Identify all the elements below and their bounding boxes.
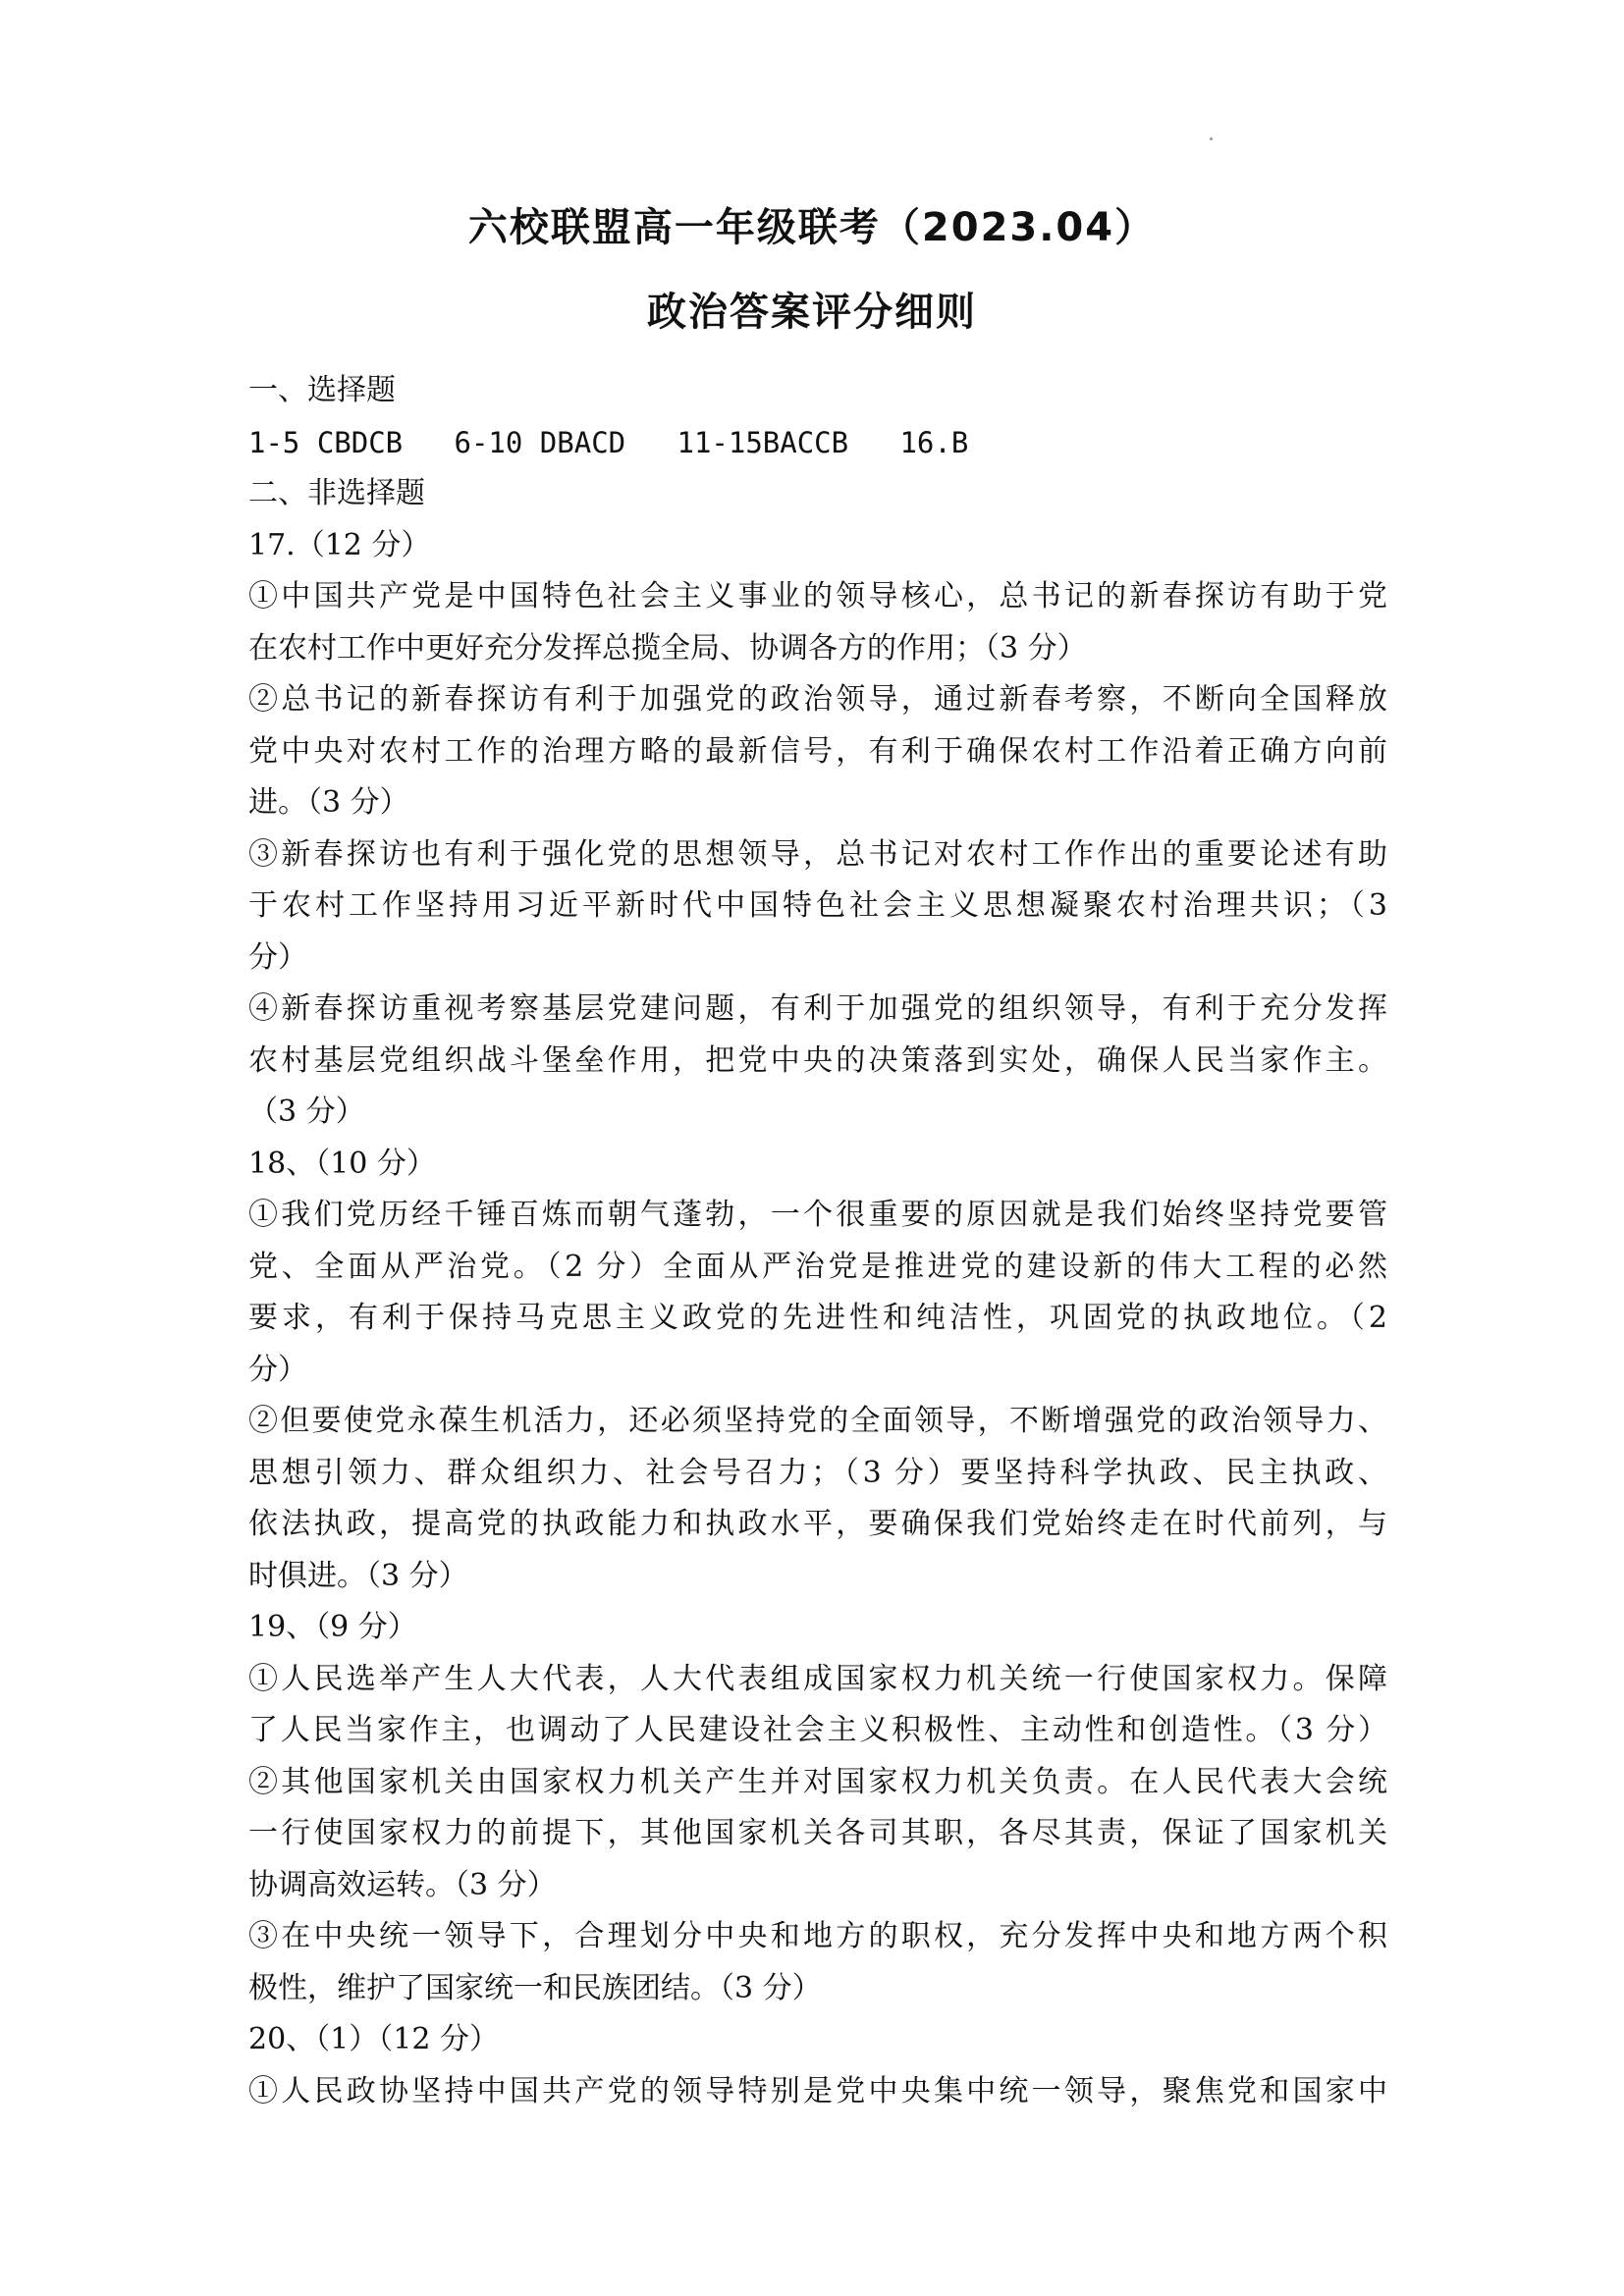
- answer-line: 协调高效运转。（3 分）: [248, 1867, 557, 1902]
- answer-line: ②其他国家机关由国家权力机关产生并对国家权力机关负责。在人民代表大会统: [248, 1764, 1387, 1799]
- question-18-heading: 18、（10 分）: [248, 1146, 436, 1181]
- answer-line: 于农村工作坚持用习近平新时代中国特色社会主义思想凝聚农村治理共识；（3: [248, 888, 1387, 923]
- answer-line: 党、全面从严治党。（2 分）全面从严治党是推进党的建设新的伟大工程的必然: [248, 1249, 1387, 1284]
- answer-line: 依法执政，提高党的执政能力和执政水平，要确保我们党始终走在时代前列，与: [248, 1507, 1387, 1541]
- answer-line: 进。（3 分）: [248, 785, 409, 820]
- answer-line: 党中央对农村工作的治理方略的最新信号，有利于确保农村工作沿着正确方向前: [248, 733, 1387, 769]
- section-heading-choice: 一、选择题: [248, 373, 396, 407]
- answer-line: 农村基层党组织战斗堡垒作用，把党中央的决策落到实处，确保人民当家作主。: [248, 1042, 1387, 1078]
- scan-speck: [1210, 137, 1213, 140]
- answer-line: 了人民当家作主，也调动了人民建设社会主义积极性、主动性和创造性。（3 分）: [248, 1713, 1387, 1747]
- answer-line: ③在中央统一领导下，合理划分中央和地方的职权，充分发挥中央和地方两个积: [248, 1919, 1387, 1953]
- answer-line: ③新春探访也有利于强化党的思想领导，总书记对农村工作作出的重要论述有助: [248, 836, 1387, 872]
- document-title: 六校联盟高一年级联考（2023.04）: [467, 205, 1157, 250]
- answer-line: 分）: [248, 1352, 307, 1387]
- answer-line: 思想引领力、群众组织力、社会号召力；（3 分）要坚持科学执政、民主执政、: [248, 1455, 1387, 1490]
- answer-line: ①我们党历经千锤百炼而朝气蓬勃，一个很重要的原因就是我们始终坚持党要管: [248, 1198, 1387, 1232]
- answer-line: ④新春探访重视考察基层党建问题，有利于加强党的组织领导，有利于充分发挥: [248, 991, 1387, 1026]
- answer-line: ①人民政协坚持中国共产党的领导特别是党中央集中统一领导，聚焦党和国家中: [248, 2073, 1387, 2109]
- answer-body: [248, 365, 1387, 2117]
- answer-line: 在农村工作中更好充分发挥总揽全局、协调各方的作用；（3 分）: [248, 630, 1087, 666]
- question-17-heading: 17.（12 分）: [248, 527, 431, 562]
- answer-line: 一行使国家权力的前提下，其他国家机关各司其职，各尽其责，保证了国家机关: [248, 1816, 1387, 1850]
- answer-line: （3 分）: [248, 1095, 365, 1129]
- answer-line: ②总书记的新春探访有利于加强党的政治领导，通过新春考察，不断向全国释放: [248, 682, 1387, 717]
- answer-line: 分）: [248, 939, 307, 975]
- answer-line: 极性，维护了国家统一和民族团结。（3 分）: [248, 1970, 822, 2005]
- answer-line: ①中国共产党是中国特色社会主义事业的领导核心，总书记的新春探访有助于党: [248, 579, 1387, 614]
- question-20-heading: 20、（1）（12 分）: [248, 2022, 499, 2056]
- answer-line: ①人民选举产生人大代表，人大代表组成国家权力机关统一行使国家权力。保障: [248, 1661, 1387, 1696]
- choice-answers: 1-5 CBDCB 6-10 DBACD 11-15BACCB 16.B: [248, 425, 969, 459]
- question-19-heading: 19、（9 分）: [248, 1610, 417, 1644]
- answer-line: 要求，有利于保持马克思主义政党的先进性和纯洁性，巩固党的执政地位。（2: [248, 1301, 1387, 1335]
- document-subtitle: 政治答案评分细则: [647, 290, 977, 335]
- section-heading-nonchoice: 二、非选择题: [248, 476, 425, 510]
- answer-line: ②但要使党永葆生机活力，还必须坚持党的全面领导，不断增强党的政治领导力、: [248, 1404, 1387, 1438]
- answer-line: 时俱进。（3 分）: [248, 1558, 468, 1593]
